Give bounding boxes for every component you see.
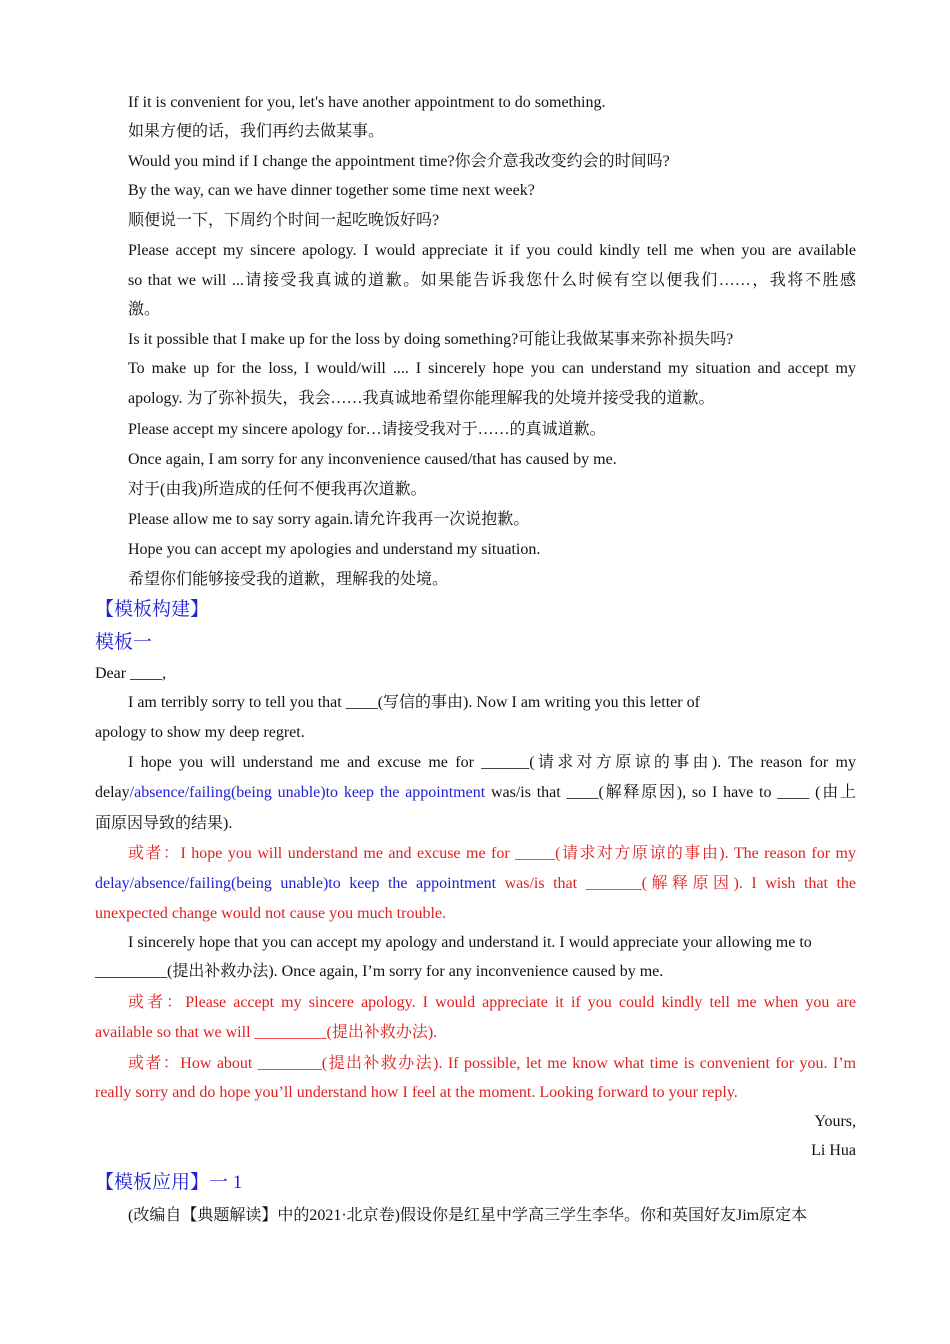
- alternative-line: [128, 1054, 856, 1074]
- letter-line: _________(提出补救办法). Once again, I’m sorry for any inconvenience caused by me.: [95, 963, 664, 980]
- phrase-line: 对于(由我)所造成的任何不便我再次道歉。: [128, 481, 427, 498]
- alternative-prefix: 或者：: [128, 994, 186, 1011]
- phrase-line: 激。: [128, 301, 161, 318]
- phrase-line: 希望你们能够接受我的道歉，理解我的处境。: [128, 571, 449, 588]
- blue-highlight: delay/absence/failing(being unable)to keep the appointment: [95, 875, 497, 892]
- alternative-line: unexpected change would not cause you much trouble.: [95, 905, 446, 922]
- letter-line: I am terribly sorry to tell you that ____(写信的事由). Now I am writing you this letter of: [128, 694, 700, 711]
- phrase-line: Would you mind if I change the appointment time?你会介意我改变约会的时间吗?: [128, 153, 670, 170]
- alternative-text: How about ________(提出补救办法). If possible, let me know what time is convenient for you. I’m: [180, 1055, 856, 1072]
- template-one-heading: 模板一: [95, 632, 153, 653]
- letter-line: apology to show my deep regret.: [95, 724, 305, 741]
- phrase-line: Please allow me to say sorry again.请允许我再一次说抱歉。: [128, 511, 530, 528]
- letter-closing: Yours,: [814, 1113, 856, 1130]
- alternative-line: [128, 844, 856, 864]
- phrase-line: 顺便说一下，下周约个时间一起吃晚饭好吗?: [128, 212, 440, 229]
- alternative-prefix: 或者：: [128, 845, 181, 862]
- alternative-prefix: 或者：: [128, 1055, 181, 1072]
- phrase-line: so that we will ...请接受我真诚的道歉。如果能告诉我您什么时候有空以便我们……，我将不胜感: [128, 272, 856, 289]
- delay-word: delay: [95, 784, 130, 801]
- letter-line: I sincerely hope that you can accept my apology and understand it. I would appreciate your allowing me to: [128, 934, 812, 951]
- alternative-line: really sorry and do hope you’ll understand how I feel at the moment. Looking forward to your reply.: [95, 1084, 738, 1101]
- phrase-line: Once again, I am sorry for any inconvenience caused/that has caused by me.: [128, 451, 617, 468]
- phrase-line: If it is convenient for you, let's have another appointment to do something.: [128, 94, 606, 111]
- phrase-line: 如果方便的话，我们再约去做某事。: [128, 123, 385, 140]
- alternative-text: Please accept my sincere apology. I would appreciate it if you could kindly tell me when you are: [185, 994, 856, 1011]
- letter-line: 面原因导致的结果).: [95, 815, 233, 832]
- blue-highlight: /absence/failing(being unable)to keep the appointment: [129, 784, 486, 801]
- section-heading-template-apply: 【模板应用】一 1: [95, 1172, 243, 1193]
- letter-line: I hope you will understand me and excuse me for ______(请求对方原谅的事由). The reason for my: [128, 754, 856, 771]
- alternative-line: available so that we will _________(提出补救办法).: [95, 1024, 438, 1041]
- phrase-line: By the way, can we have dinner together some time next week?: [128, 182, 535, 199]
- phrase-line: Is it possible that I make up for the loss by doing something?可能让我做某事来弥补损失吗?: [128, 331, 734, 348]
- phrase-line: To make up for the loss, I would/will .... I sincerely hope you can understand my situation and accept my: [128, 360, 856, 377]
- reason-text: was/is that ____(解释原因), so I have to ____ (由上: [485, 784, 856, 801]
- alternative-text: was/is that _______(解释原因). I wish that the: [496, 875, 857, 892]
- task-intro-line: (改编自【典题解读】中的2021·北京卷)假设你是红星中学高三学生李华。你和英国好友Jim原定本: [128, 1207, 808, 1224]
- alternative-line: [95, 874, 856, 894]
- letter-signature: Li Hua: [811, 1142, 856, 1159]
- phrase-line: Hope you can accept my apologies and understand my situation.: [128, 541, 541, 558]
- section-heading-template-build: 【模板构建】: [95, 599, 210, 620]
- phrase-line: apology. 为了弥补损失，我会……我真诚地希望你能理解我的处境并接受我的道歉。: [128, 390, 715, 407]
- phrase-line: Please accept my sincere apology. I would appreciate it if you could kindly tell me when you are available: [128, 242, 856, 259]
- phrase-line: Please accept my sincere apology for…请接受我对于……的真诚道歉。: [128, 421, 606, 438]
- alternative-text: I hope you will understand me and excuse me for _____(请求对方原谅的事由). The reason for my: [180, 845, 856, 862]
- letter-line: [95, 783, 856, 803]
- alternative-line: [128, 993, 856, 1013]
- letter-salutation: Dear ____,: [95, 665, 167, 682]
